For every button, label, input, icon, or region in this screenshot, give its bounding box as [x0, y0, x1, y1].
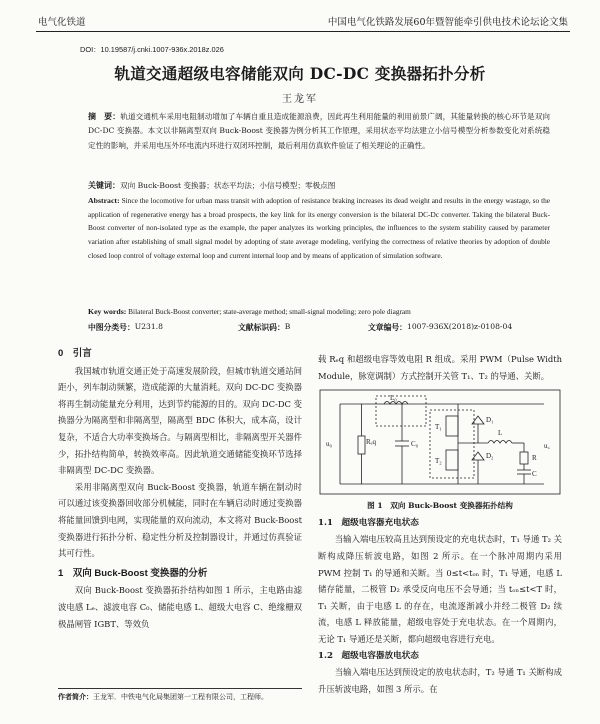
label-l: L — [498, 429, 503, 438]
right-paragraph-0: 载 Rₑq 和超级电容等效电阻 R 组成。采用 PWM（Pulse Width Module，脉宽调制）方式控制开关管 T₁、T₂ 的导通、关断。 — [318, 354, 562, 381]
doc-label: 文献标识码： — [238, 323, 285, 332]
header-rule — [36, 31, 570, 32]
keywords-en-text: Bilateral Buck-Boost converter; state-average method; small-signal modeling; zero pole diagram — [128, 307, 411, 316]
article-number — [368, 322, 513, 333]
clc-label: 中图分类号： — [88, 323, 135, 332]
subsection-1-2-paragraph: 当输入端电压达到预设定的放电状态时，T₂ 导通 T₁ 关断构成升压斩波电路，如图 3 所示。在 — [318, 667, 562, 694]
collection-title: 中国电气化铁路发展60年暨智能牵引供电技术论坛论文集 — [327, 17, 568, 28]
req-resistor — [358, 436, 365, 454]
label-t2: T₂ — [435, 457, 442, 466]
keywords-cn-label: 关键词： — [88, 180, 120, 190]
doc-value: B — [284, 322, 291, 331]
author-footnote — [58, 688, 302, 703]
section-1-paragraph-1: 双向 Buck-Boost 变换器拓扑结构如图 1 所示，主电路由滤波电感 Lₑ、滤波电容 C₀、储能电感 L、超级大电容 C、绝缘栅双极晶闸管 IGBT、等效负 — [58, 585, 302, 629]
label-c0: C₀ — [411, 440, 419, 449]
author-name: 王龙军 — [282, 94, 318, 105]
left-column — [58, 346, 302, 632]
label-u0: u₀ — [326, 440, 332, 449]
doi: DOI：10.19587/j.cnki.1007-936x.2018z.026 — [80, 45, 224, 54]
abstract-en — [88, 194, 550, 263]
author-note-label: 作者简介： — [58, 692, 93, 701]
author-note-text: 王龙军．中铁电气化局集团第一工程有限公司，工程师。 — [93, 693, 268, 701]
article-value: 1007-936X(2018)z-0108-04 — [406, 322, 513, 331]
t1-switch — [446, 416, 458, 436]
figure-1-circuit — [318, 386, 562, 498]
subsection-1-1-heading: 1.1 超级电容器充电状态 — [318, 517, 419, 528]
t2-switch — [446, 450, 458, 470]
label-d2: D₂ — [486, 452, 494, 461]
r-resistor — [520, 452, 528, 464]
subsection-1-1-paragraph: 当输入端电压较高且达到预设定的充电状态时，T₁ 导通 T₂ 关断构成降压斩波电路，如图 2 所示。在一个脉冲周期内采用 PWM 控制 T₁ 的导通和关断。当 0≤t<tₒₙ 时，T₁ 导通，电感 L 储存能量，二极管 D₂ 承受反向电压不会导通；当 tₒₙ≤t<T 时，T₁ 关断，由于电感 L 的存在，电流逐渐减小并经二极管 D₂ 续流，电感 L 释放能量，超级电容处于充电状态。在一个周期内，无论 T₁ 导通还是关断，都向超级电容进行充电。 — [318, 534, 562, 644]
abstract-cn-label: 摘 要： — [88, 111, 121, 121]
l-inductor — [488, 441, 512, 444]
subsection-1-2-heading: 1.2 超级电容器放电状态 — [318, 650, 419, 661]
keywords-en-label: Key words: — [88, 307, 127, 316]
section-0-heading: 0 引言 — [58, 348, 92, 359]
abstract-cn — [88, 109, 550, 153]
abstract-en-label: Abstract: — [88, 196, 120, 205]
paper-title: 轨道交通超级电容储能双向 DC-DC 变换器拓扑分析 — [114, 64, 486, 83]
keywords-cn — [88, 180, 550, 191]
l0-box — [376, 396, 426, 426]
label-d1: D₁ — [486, 416, 494, 425]
label-t1: T₁ — [435, 423, 442, 432]
abstract-en-text: Since the locomotive for urban mass transit with adoption of resistance braking increases its dead weight and results in the energy wastage, so the application of regenerative energy has a broad prospects, the key link for its energy conversion is the bilateral DC-Dc converter. Taking the bilateral Buck-Boost converter of non-isolated type as the example, the paper analyzes its working principles, the influences to the system stability caused by parameter variation after establishing of small signal model by adopting of state average modeling, verifying the correctness of relative theories by adoption of double closed loop control of voltage external loop and current internal loop and by means of application of simulation software. — [88, 196, 551, 260]
clc-code — [88, 322, 163, 333]
clc-value: U231.8 — [134, 322, 163, 331]
figure-1-caption: 图 1 双向 Buck-Boost 变换器拓扑结构 — [367, 501, 513, 511]
label-l0: L₀ — [390, 394, 397, 403]
label-req: Rₑq — [366, 438, 376, 447]
switch-leg-box — [430, 410, 474, 478]
article-label: 文章编号： — [368, 323, 407, 332]
keywords-en — [88, 307, 550, 316]
label-uc: u꜀ — [544, 442, 550, 451]
doc-code — [238, 322, 291, 333]
label-c: C — [532, 470, 537, 479]
journal-name: 电气化铁道 — [38, 17, 86, 28]
label-r: R — [532, 454, 537, 463]
section-1-heading: 1 双向 Buck-Boost 变换器的分析 — [58, 567, 208, 579]
keywords-cn-text: 双向 Buck-Boost 变换器；状态平均法；小信号模型；零极点图 — [120, 181, 336, 190]
section-0-paragraph-1: 我国城市轨道交通正处于高速发展阶段，但城市轨道交通站间距小，列车制动频繁，造成能源的大量消耗。双向 DC-DC 变换器将再生制动能量充分利用，达到节约能源的目的。双向 DC-DC 变换器分为隔离型和非隔离型，隔离型 BDC 体积大，成本高，设计复杂，不适合大功率变换场合。与隔离型相比，非隔离型开关器件少，拓扑结构简单，转换效率高。因此轨道交通储能变换环节选择非隔离型 DC-DC 变换器。 — [58, 365, 302, 476]
circuit-diagram — [318, 386, 562, 498]
abstract-cn-text: 轨道交通机车采用电阻制动增加了车辆自重且造成能源浪费，因此再生利用能量的利用前景广阔，其能量转换的核心环节是双向 DC-DC 变换器。本文以非隔离型双向 Buck-Boost 变换器为例分析其工作原理，采用状态平均法建立小信号模型分析参数变化对系统稳定性的影响，并采用电压外环电流内环进行双闭环控制，最后利用仿真软件验证了相关理论的正确性。 — [88, 112, 550, 150]
section-0-paragraph-2: 采用非隔离型双向 Buck-Boost 变换器，轨道车辆在制动时可以通过该变换器回收部分机械能，同时在车辆启动时通过变换器将能量回馈到电网，实现能量的双向流动，本文将对 Buck-Boost 变换器进行拓扑分析、稳定性分析及控制器设计，并通过仿真验证其可行性。 — [58, 481, 302, 559]
right-column — [318, 351, 562, 697]
